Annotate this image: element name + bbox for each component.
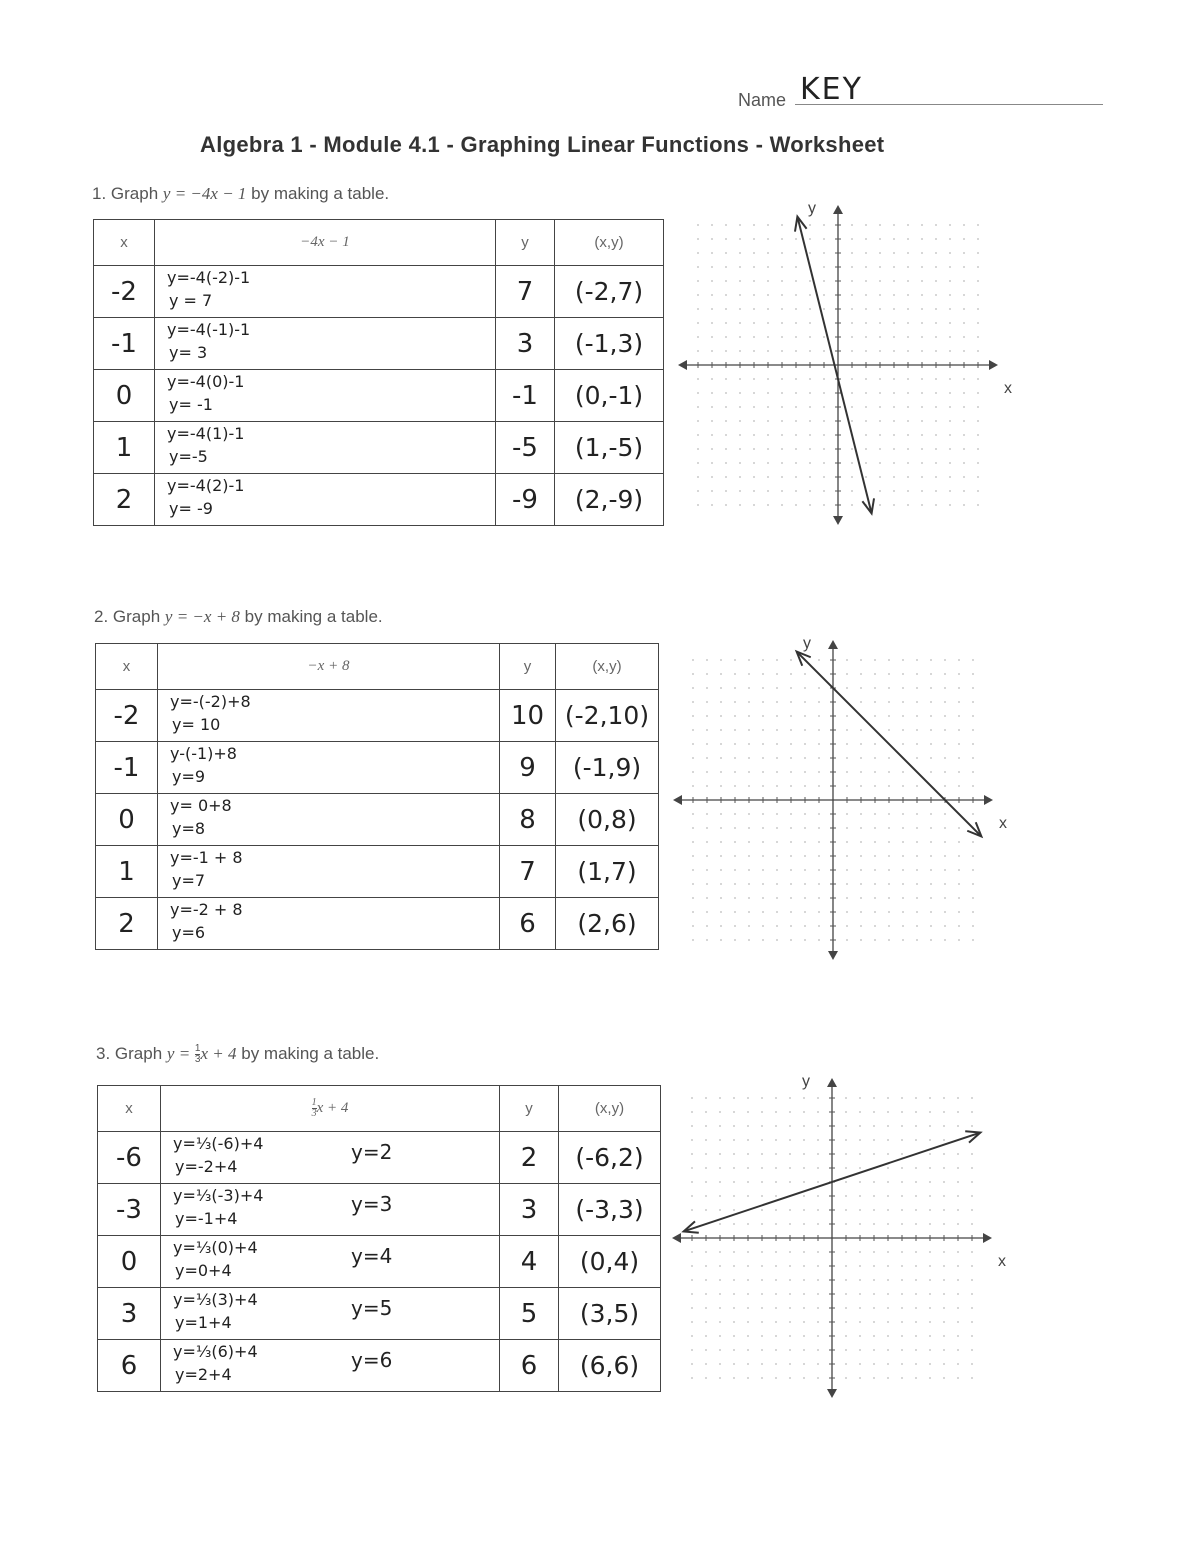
- problem-3-table: [97, 1085, 661, 1392]
- equation: y = −x + 8: [164, 607, 240, 626]
- expression-fraction: $\frac{1}{3}$: [311, 1097, 317, 1119]
- work-result: y=5: [351, 1296, 393, 1320]
- table-row: [94, 422, 664, 474]
- y-axis-arrow-up: [833, 205, 843, 214]
- table-row: [96, 690, 659, 742]
- equation: y = −4x − 1: [162, 184, 247, 203]
- y-axis-arrow-down: [833, 516, 843, 525]
- column-header-y: y: [496, 220, 555, 266]
- cell-point: (2,-9): [555, 474, 664, 526]
- cell-work: [161, 1236, 500, 1288]
- x-axis-arrow-right: [989, 360, 998, 370]
- work-result: y=4: [351, 1244, 393, 1268]
- cell-work: [155, 370, 496, 422]
- cell-x: 2: [94, 474, 155, 526]
- cell-work: [161, 1184, 500, 1236]
- work-line-2: y = 7: [169, 291, 213, 310]
- cell-x: -2: [96, 690, 158, 742]
- column-header-y: y: [500, 1086, 559, 1132]
- x-axis-arrow-left: [678, 360, 687, 370]
- work-line-1: y=-(-2)+8: [170, 692, 251, 711]
- cell-point: (-2,10): [556, 690, 659, 742]
- work-result: y=6: [351, 1348, 393, 1372]
- table-row: [98, 1340, 661, 1392]
- equation-lead: y =: [166, 1044, 191, 1063]
- problem-1-graph: [678, 200, 1012, 530]
- cell-y: 3: [500, 1184, 559, 1236]
- cell-point: (1,7): [556, 846, 659, 898]
- cell-work: [155, 266, 496, 318]
- work-line-1: y=-4(2)-1: [167, 476, 245, 495]
- x-axis-arrow-left: [673, 795, 682, 805]
- work-line-2: y=6: [172, 923, 206, 942]
- cell-work: [155, 422, 496, 474]
- equation-fraction: $\frac{1}{3}$: [194, 1043, 201, 1066]
- cell-y: -1: [496, 370, 555, 422]
- worksheet-title: Algebra 1 - Module 4.1 - Graphing Linear Functions - Worksheet: [200, 132, 885, 157]
- work-line-2: y=-5: [169, 447, 208, 466]
- prompt-tail: by making a table.: [241, 1044, 380, 1063]
- cell-y: -5: [496, 422, 555, 474]
- cell-y: 10: [500, 690, 556, 742]
- work-line-2: y= 3: [169, 343, 208, 362]
- prompt-lead: Graph: [114, 1044, 163, 1063]
- table-row: [94, 474, 664, 526]
- cell-point: (1,-5): [555, 422, 664, 474]
- cell-y: 9: [500, 742, 556, 794]
- cell-y: 6: [500, 1340, 559, 1392]
- x-axis-label: x: [999, 815, 1007, 832]
- work-line-2: y=2+4: [175, 1365, 232, 1384]
- cell-point: (-1,9): [556, 742, 659, 794]
- prompt-tail: by making a table.: [244, 607, 383, 626]
- cell-x: 0: [96, 794, 158, 846]
- cell-point: (-1,3): [555, 318, 664, 370]
- column-header-expression: $\frac{1}{3}$ x + 4: [161, 1086, 500, 1132]
- work-result: y=2: [351, 1140, 393, 1164]
- cell-y: 3: [496, 318, 555, 370]
- cell-point: (2,6): [556, 898, 659, 950]
- work-line-1: y=-4(-1)-1: [167, 320, 251, 339]
- cell-x: -6: [98, 1132, 161, 1184]
- y-axis-label: y: [808, 200, 816, 217]
- column-header-expression: −4x − 1: [155, 220, 496, 266]
- x-axis-arrow-left: [672, 1233, 681, 1243]
- cell-work: [158, 794, 500, 846]
- cell-work: [161, 1340, 500, 1392]
- y-axis-label: y: [803, 635, 811, 652]
- cell-point: (-3,3): [559, 1184, 661, 1236]
- y-axis-arrow-down: [827, 1389, 837, 1398]
- work-line-1: y=⅓(-3)+4: [173, 1186, 264, 1205]
- problem-number: 1.: [92, 184, 107, 203]
- column-header-x: x: [94, 220, 155, 266]
- x-axis-label: x: [998, 1253, 1006, 1270]
- table-row: [98, 1288, 661, 1340]
- work-line-1: y=⅓(0)+4: [173, 1238, 258, 1257]
- cell-x: 0: [94, 370, 155, 422]
- work-line-2: y=-1+4: [175, 1209, 238, 1228]
- table-row: [94, 266, 664, 318]
- cell-y: 7: [496, 266, 555, 318]
- x-axis-arrow-right: [983, 1233, 992, 1243]
- cell-y: 7: [500, 846, 556, 898]
- cell-y: 6: [500, 898, 556, 950]
- table-row: [96, 898, 659, 950]
- problem-number: 2.: [94, 607, 109, 626]
- work-line-1: y=⅓(3)+4: [173, 1290, 258, 1309]
- column-header-y: y: [500, 644, 556, 690]
- table-row: [96, 846, 659, 898]
- cell-work: [161, 1288, 500, 1340]
- cell-work: [161, 1132, 500, 1184]
- cell-point: (0,-1): [555, 370, 664, 422]
- problem-1-table: [93, 219, 664, 526]
- cell-x: 6: [98, 1340, 161, 1392]
- problem-3-prompt: [96, 1044, 379, 1065]
- cell-y: 8: [500, 794, 556, 846]
- cell-work: [155, 318, 496, 370]
- work-line-1: y=⅓(-6)+4: [173, 1134, 264, 1153]
- work-line-2: y= 10: [172, 715, 221, 734]
- cell-point: (-2,7): [555, 266, 664, 318]
- cell-x: -3: [98, 1184, 161, 1236]
- cell-x: -2: [94, 266, 155, 318]
- problem-2-graph: [673, 635, 1007, 965]
- table-row: [98, 1132, 661, 1184]
- problem-number: 3.: [96, 1044, 111, 1063]
- table-row: [94, 370, 664, 422]
- column-header-point: (x,y): [559, 1086, 661, 1132]
- work-line-2: y= -9: [169, 499, 213, 518]
- column-header-x: x: [98, 1086, 161, 1132]
- x-axis-label: x: [1004, 380, 1012, 397]
- y-axis-arrow-up: [827, 1078, 837, 1087]
- table-row: [98, 1184, 661, 1236]
- cell-x: 0: [98, 1236, 161, 1288]
- cell-work: [158, 846, 500, 898]
- cell-point: (0,8): [556, 794, 659, 846]
- graphed-line: [797, 652, 982, 837]
- table-row: [96, 794, 659, 846]
- work-line-2: y= -1: [169, 395, 213, 414]
- cell-y: 2: [500, 1132, 559, 1184]
- cell-x: 1: [94, 422, 155, 474]
- cell-y: 4: [500, 1236, 559, 1288]
- table-row: [94, 318, 664, 370]
- y-axis-label: y: [802, 1073, 810, 1090]
- cell-point: (-6,2): [559, 1132, 661, 1184]
- problem-3-graph: [672, 1073, 1006, 1403]
- cell-point: (6,6): [559, 1340, 661, 1392]
- work-line-1: y=-4(-2)-1: [167, 268, 251, 287]
- work-line-1: y=-1 + 8: [170, 848, 243, 867]
- problem-2-prompt: [94, 607, 383, 627]
- work-line-1: y=-4(0)-1: [167, 372, 245, 391]
- name-value: KEY: [800, 72, 863, 107]
- y-axis-arrow-up: [828, 640, 838, 649]
- work-line-2: y=0+4: [175, 1261, 232, 1280]
- work-line-1: y=⅓(6)+4: [173, 1342, 258, 1361]
- problem-1-prompt: [92, 184, 389, 204]
- work-line-2: y=1+4: [175, 1313, 232, 1332]
- work-result: y=3: [351, 1192, 393, 1216]
- column-header-point: (x,y): [555, 220, 664, 266]
- cell-x: 3: [98, 1288, 161, 1340]
- cell-y: -9: [496, 474, 555, 526]
- work-line-2: y=8: [172, 819, 206, 838]
- cell-work: [158, 690, 500, 742]
- column-header-x: x: [96, 644, 158, 690]
- work-line-2: y=-2+4: [175, 1157, 238, 1176]
- cell-x: 2: [96, 898, 158, 950]
- cell-y: 5: [500, 1288, 559, 1340]
- prompt-lead: Graph: [112, 607, 161, 626]
- table-row: [96, 742, 659, 794]
- cell-work: [155, 474, 496, 526]
- cell-x: -1: [96, 742, 158, 794]
- work-line-1: y=-4(1)-1: [167, 424, 245, 443]
- cell-x: 1: [96, 846, 158, 898]
- cell-point: (0,4): [559, 1236, 661, 1288]
- cell-work: [158, 898, 500, 950]
- problem-2-table: [95, 643, 659, 950]
- cell-point: (3,5): [559, 1288, 661, 1340]
- work-line-1: y= 0+8: [170, 796, 232, 815]
- x-axis-arrow-right: [984, 795, 993, 805]
- cell-work: [158, 742, 500, 794]
- column-header-expression: −x + 8: [158, 644, 500, 690]
- work-line-2: y=9: [172, 767, 206, 786]
- prompt-tail: by making a table.: [251, 184, 390, 203]
- prompt-lead: Graph: [110, 184, 159, 203]
- work-line-1: y-(-1)+8: [170, 744, 237, 763]
- equation-tail: x + 4: [200, 1044, 237, 1063]
- cell-x: -1: [94, 318, 155, 370]
- work-line-2: y=7: [172, 871, 206, 890]
- name-underline: [795, 104, 1103, 105]
- name-label: Name: [738, 90, 787, 110]
- y-axis-arrow-down: [828, 951, 838, 960]
- table-row: [98, 1236, 661, 1288]
- work-line-1: y=-2 + 8: [170, 900, 243, 919]
- column-header-point: (x,y): [556, 644, 659, 690]
